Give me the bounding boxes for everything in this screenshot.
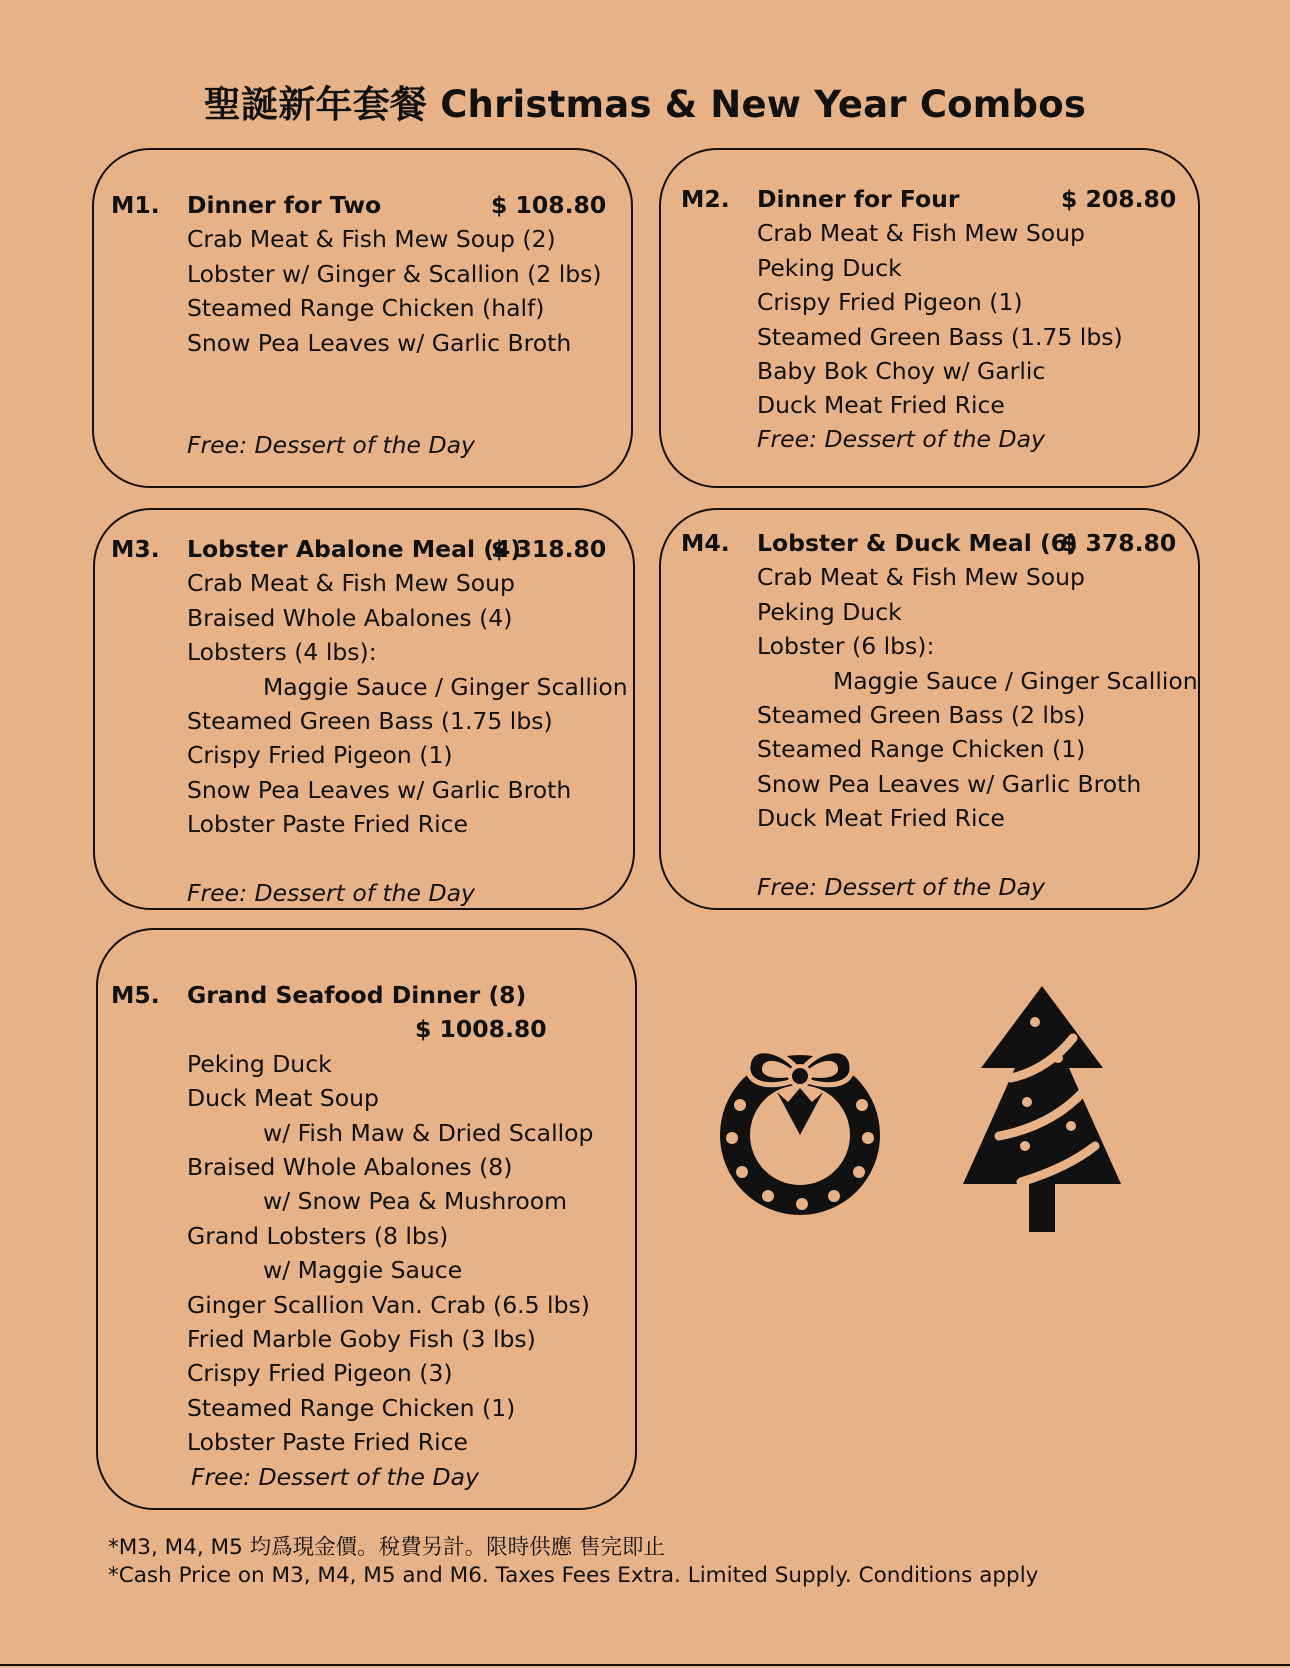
menu-item: Peking Duck	[757, 253, 902, 282]
free-dessert: Free: Dessert of the Day	[757, 873, 1045, 901]
footnote-english: *Cash Price on M3, M4, M5 and M6. Taxes Fees Extra. Limited Supply. Conditions apply	[108, 1563, 1039, 1588]
free-dessert: Free: Dessert of the Day	[191, 1462, 479, 1491]
menu-item: Crab Meat & Fish Mew Soup	[757, 563, 1085, 592]
menu-item: Duck Meat Soup	[187, 1084, 379, 1113]
combo-name: Dinner for Two	[187, 191, 382, 219]
menu-item: Ginger Scallion Van. Crab (6.5 lbs)	[187, 1290, 590, 1319]
menu-item: Grand Lobsters (8 lbs)	[187, 1221, 449, 1250]
menu-item: Braised Whole Abalones (4)	[187, 603, 513, 632]
menu-item: Duck Meat Fried Rice	[757, 391, 1005, 420]
menu-item: Steamed Green Bass (2 lbs)	[757, 700, 1086, 729]
menu-item: Crispy Fried Pigeon (1)	[187, 741, 453, 770]
combo-code: M1.	[111, 191, 160, 219]
combo-items	[757, 560, 1198, 835]
menu-item: Lobster Paste Fried Rice	[187, 810, 469, 839]
combo-items	[187, 566, 628, 841]
menu-item: Steamed Range Chicken (half)	[187, 294, 545, 323]
combo-items	[187, 222, 602, 360]
combo-code: M2.	[681, 185, 730, 213]
menu-item: Crab Meat & Fish Mew Soup	[187, 569, 515, 598]
combo-code: M3.	[111, 535, 160, 563]
menu-item: Crab Meat & Fish Mew Soup (2)	[187, 225, 556, 254]
combo-price: $ 318.80	[491, 535, 607, 563]
menu-item: Steamed Green Bass (1.75 lbs)	[187, 706, 553, 735]
menu-item: Braised Whole Abalones (8)	[187, 1152, 513, 1181]
menu-item: Fried Marble Goby Fish (3 lbs)	[187, 1324, 536, 1353]
menu-item: Lobster w/ Ginger & Scallion (2 lbs)	[187, 259, 602, 288]
combo-price: $ 108.80	[491, 191, 607, 219]
menu-item-option: w/ Snow Pea & Mushroom	[263, 1187, 568, 1216]
combo-price: $ 1008.80	[415, 1015, 547, 1044]
combo-name: Lobster Abalone Meal (4)	[187, 535, 522, 563]
christmas-tree-icon	[963, 986, 1121, 1232]
menu-item: Peking Duck	[187, 1049, 332, 1078]
menu-item: Steamed Green Bass (1.75 lbs)	[757, 322, 1123, 351]
menu-item: Snow Pea Leaves w/ Garlic Broth	[757, 769, 1142, 798]
free-dessert: Free: Dessert of the Day	[187, 431, 475, 459]
wreath-icon	[712, 1030, 888, 1222]
footnote-chinese: *M3, M4, M5 均爲現金價。稅費另計。限時供應 售完即止	[108, 1535, 665, 1560]
menu-item: Baby Bok Choy w/ Garlic	[757, 356, 1046, 385]
combo-items	[757, 216, 1123, 422]
combo-name: Grand Seafood Dinner (8)	[187, 981, 527, 1009]
menu-item: Steamed Range Chicken (1)	[187, 1393, 516, 1422]
menu-item: Snow Pea Leaves w/ Garlic Broth	[187, 328, 572, 357]
page-title: 聖誕新年套餐 Christmas & New Year Combos	[203, 83, 1087, 126]
menu-item: Snow Pea Leaves w/ Garlic Broth	[187, 775, 572, 804]
menu-item: Steamed Range Chicken (1)	[757, 735, 1086, 764]
menu-item-option: Maggie Sauce / Ginger Scallion	[833, 666, 1198, 695]
combo-name: Lobster & Duck Meal (6)	[757, 529, 1078, 557]
combo-code: M5.	[111, 981, 160, 1009]
combo-code: M4.	[681, 529, 730, 557]
bottom-divider	[0, 1664, 1290, 1666]
menu-item: Peking Duck	[757, 597, 902, 626]
combo-price: $ 208.80	[1061, 185, 1177, 213]
combo-name: Dinner for Four	[757, 185, 960, 213]
menu-item: Duck Meat Fried Rice	[757, 804, 1005, 833]
menu-item-option: Maggie Sauce / Ginger Scallion	[263, 672, 628, 701]
menu-item: Lobsters (4 lbs):	[187, 638, 377, 667]
menu-item: Lobster Paste Fried Rice	[187, 1428, 469, 1457]
free-dessert: Free: Dessert of the Day	[187, 879, 475, 907]
menu-item-option: w/ Maggie Sauce	[263, 1256, 463, 1285]
menu-item: Lobster (6 lbs):	[757, 632, 935, 661]
free-dessert: Free: Dessert of the Day	[757, 425, 1045, 453]
menu-item: Crispy Fried Pigeon (3)	[187, 1359, 453, 1388]
combo-items	[187, 1047, 593, 1460]
combo-price: $ 378.80	[1061, 529, 1177, 557]
menu-item-option: w/ Fish Maw & Dried Scallop	[263, 1118, 594, 1147]
menu-item: Crab Meat & Fish Mew Soup	[757, 219, 1085, 248]
menu-item: Crispy Fried Pigeon (1)	[757, 288, 1023, 317]
